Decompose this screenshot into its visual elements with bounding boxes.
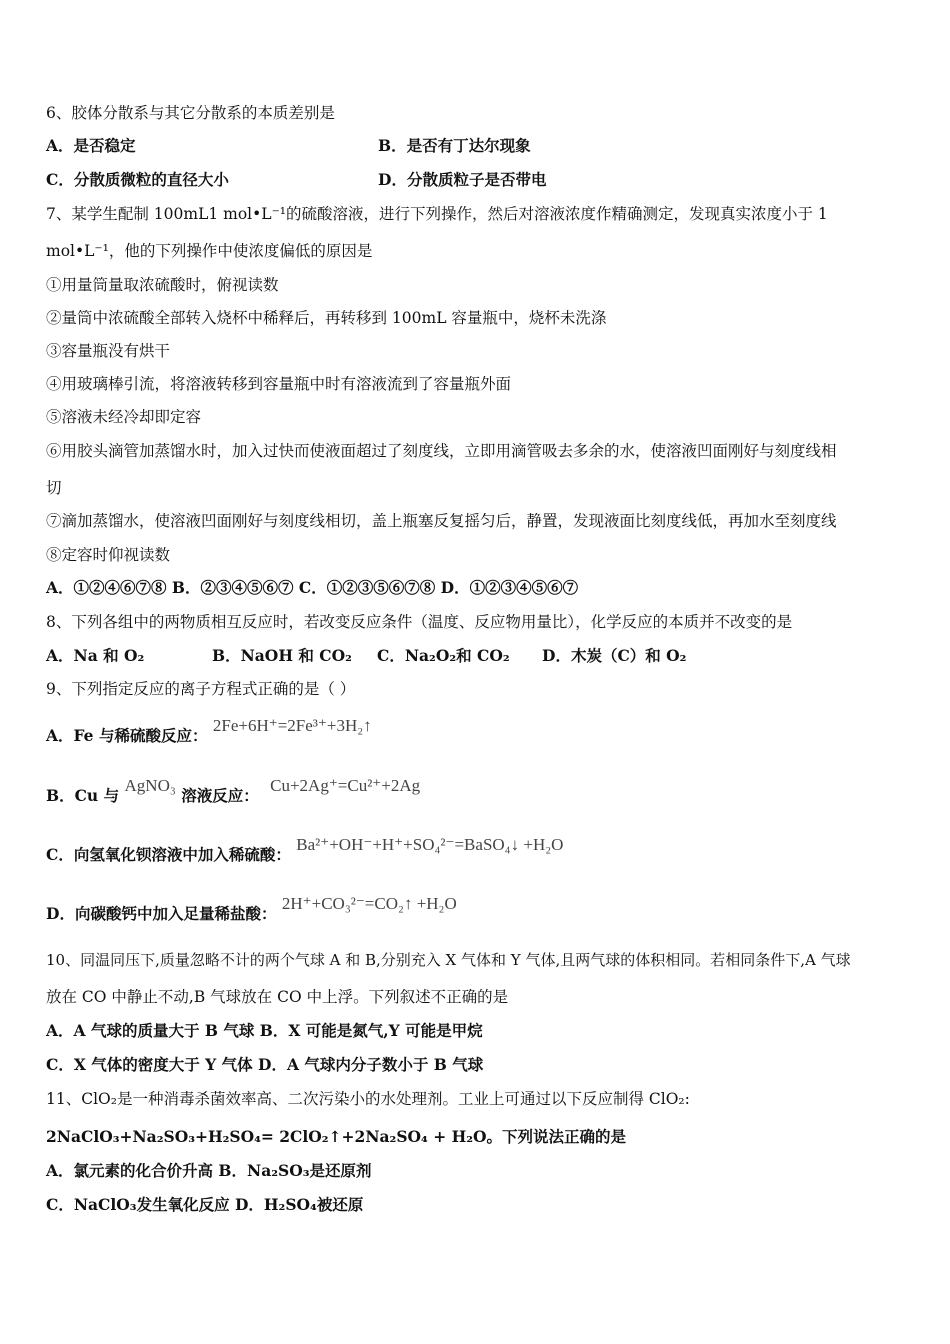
- q11-options-cd: C．NaClO₃发生氧化反应 D．H₂SO₄被还原: [46, 1195, 364, 1214]
- q10-stem-line1: 10、同温同压下,质量忽略不计的两个气球 A 和 B,分别充入 X 气体和 Y 气体,且两气球的体积相同。若相同条件下,A 气球: [46, 951, 851, 969]
- q7-options: A．①②④⑥⑦⑧ B．②③④⑤⑥⑦ C．①②③⑤⑥⑦⑧ D．①②③④⑤⑥⑦: [46, 578, 579, 597]
- q7-item-8: ⑧定容时仰视读数: [46, 546, 171, 564]
- q9-option-b-label2: 溶液反应：: [181, 786, 259, 805]
- q8-stem: 8、下列各组中的两物质相互反应时，若改变反应条件（温度、反应物用量比），化学反应的本质并不改变的是: [46, 613, 793, 631]
- q9-option-d-label: D．向碳酸钙中加入足量稀盐酸：: [46, 904, 277, 923]
- q7-item-4: ④用玻璃棒引流，将溶液转移到容量瓶中时有溶液流到了容量瓶外面: [46, 375, 512, 393]
- q7-item-7: ⑦滴加蒸馏水，使溶液凹面刚好与刻度线相切，盖上瓶塞反复摇匀后，静置，发现液面比刻度线低，再加水至刻度线: [46, 512, 837, 530]
- q11-stem-line1: 11、ClO₂是一种消毒杀菌效率高、二次污染小的水处理剂。工业上可通过以下反应制得 ClO₂:: [46, 1090, 690, 1108]
- q10-options-ab: A．A 气球的质量大于 B 气球 B．X 可能是氮气,Y 可能是甲烷: [46, 1021, 483, 1040]
- q9-option-a-equation: 2Fe+6H⁺=2Fe³⁺+3H₂↑: [212, 716, 372, 735]
- q8-option-a: A．Na 和 O₂: [46, 646, 145, 665]
- q9-option-a: [46, 716, 372, 746]
- q6-option-b: B．是否有丁达尔现象: [378, 136, 531, 155]
- q7-item-3: ③容量瓶没有烘干: [46, 342, 171, 360]
- q9-option-d: [46, 894, 457, 924]
- q9-option-b-label: B．Cu 与: [46, 786, 120, 805]
- q9-option-b: [46, 776, 421, 806]
- q7-item-2: ②量筒中浓硫酸全部转入烧杯中稀释后，再转移到 100mL 容量瓶中，烧杯未洗涤: [46, 309, 607, 327]
- q9-option-d-equation: 2H⁺+CO₃²⁻=CO₂↑ +H₂O: [281, 894, 457, 913]
- q8-option-c: C．Na₂O₂和 CO₂: [377, 646, 510, 665]
- q7-item-6: ⑥用胶头滴管加蒸馏水时，加入过快而使液面超过了刻度线，立即用滴管吸去多余的水，使溶液凹面刚好与刻度线相: [46, 442, 837, 460]
- q7-item-1: ①用量筒量取浓硫酸时，俯视读数: [46, 276, 279, 294]
- q7-stem-line1: 7、某学生配制 100mL1 mol•L⁻¹的硫酸溶液，进行下列操作，然后对溶液浓度作精确测定，发现真实浓度小于 1: [46, 205, 828, 223]
- q8-options: [46, 646, 686, 666]
- q9-option-c: [46, 835, 564, 865]
- q8-option-b: B．NaOH 和 CO₂: [212, 646, 352, 665]
- q11-reaction-equation: 2NaClO₃+Na₂SO₃+H₂SO₄= 2ClO₂↑+2Na₂SO₄ + H₂O。下列说法正确的是: [46, 1127, 627, 1146]
- q9-option-b-reagent: AgNO₃: [124, 776, 176, 795]
- q6-option-d: D．分散质粒子是否带电: [378, 170, 547, 189]
- q10-stem-line2: 放在 CO 中静止不动,B 气球放在 CO 中上浮。下列叙述不正确的是: [46, 988, 509, 1006]
- q8-option-d: D．木炭（C）和 O₂: [542, 646, 687, 665]
- q11-options-ab: A．氯元素的化合价升高 B．Na₂SO₃是还原剂: [46, 1161, 372, 1180]
- q6-option-c: C．分散质微粒的直径大小: [46, 170, 229, 189]
- q10-options-cd: C．X 气体的密度大于 Y 气体 D．A 气球内分子数小于 B 气球: [46, 1055, 484, 1074]
- q9-stem: 9、下列指定反应的离子方程式正确的是（ ）: [46, 680, 356, 698]
- q6-option-a: A．是否稳定: [46, 136, 136, 155]
- q7-stem-line2: mol•L⁻¹，他的下列操作中使浓度偏低的原因是: [46, 242, 373, 260]
- q9-option-b-equation: Cu+2Ag⁺=Cu²⁺+2Ag: [270, 776, 421, 795]
- q9-option-c-equation: Ba²⁺+OH⁻+H⁺+SO₄²⁻=BaSO₄↓ +H₂O: [296, 835, 564, 854]
- q9-option-c-label: C．向氢氧化钡溶液中加入稀硫酸：: [46, 845, 291, 864]
- q9-option-a-label: A．Fe 与稀硫酸反应：: [46, 726, 208, 745]
- q6-stem: 6、胶体分散系与其它分散系的本质差别是: [46, 104, 335, 122]
- q7-item-5: ⑤溶液未经冷却即定容: [46, 408, 202, 426]
- q7-item-6-cont: 切: [46, 479, 62, 497]
